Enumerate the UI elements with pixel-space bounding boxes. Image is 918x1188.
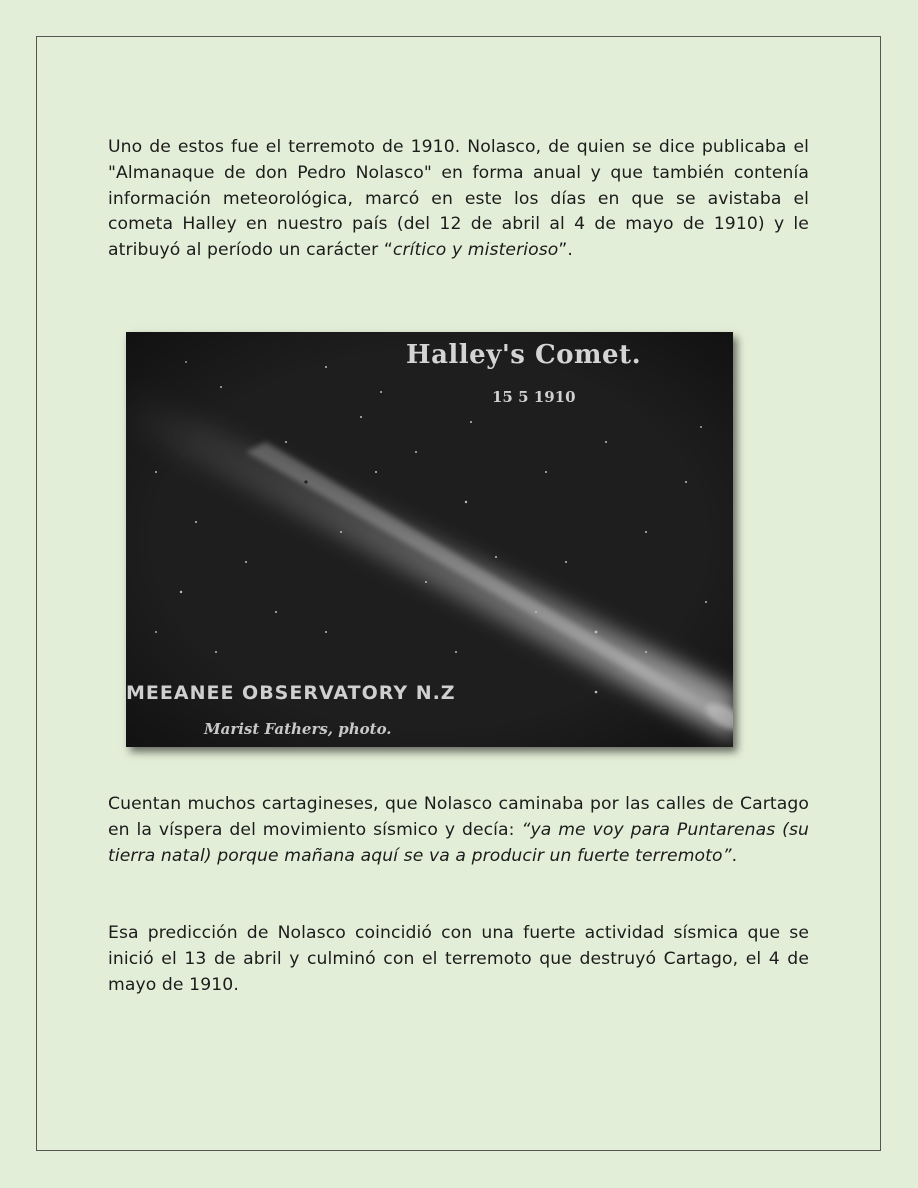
italic-phrase: crítico y misterioso <box>392 240 559 261</box>
quote-close: ”. <box>558 240 573 261</box>
paragraph-text: Esa predicción de Nolasco coincidió con una fuerte actividad sísmica que se inició el 13 de abril y culminó con el terremoto que destruyó Cartago, el 4 de mayo de 1910. <box>108 923 809 995</box>
photo-observatory: MEEANEE OBSERVATORY N.Z <box>126 682 456 704</box>
quote-open: “ <box>383 240 393 261</box>
paragraph-prediction <box>108 792 809 869</box>
photo-credit: Marist Fathers, photo. <box>204 720 392 738</box>
paragraph-end: . <box>731 845 738 866</box>
paragraph-text: Cuentan muchos cartagineses, que Nolasco caminaba por las calles de Cartago en la víspera del movimiento sísmico y decía: <box>108 794 809 840</box>
photo-date: 15 5 1910 <box>492 388 576 406</box>
italic-quote: “ya me voy para Puntarenas (su tierra natal) porque mañana aquí se va a producir un fuerte terremoto” <box>108 819 810 866</box>
halley-comet-photo <box>126 332 733 747</box>
paragraph-text: Uno de estos fue el terremoto de 1910. Nolasco, de quien se dice publicaba el "Almanaque de don Pedro Nolasco" en forma anual y que también contenía información meteorológica, marcó en este los días en que se avistaba el cometa Halley en nuestro país (del 12 de abril al 4 de mayo de 1910) y le atribuyó al período un carácter <box>108 137 809 261</box>
photo-title: Halley's Comet. <box>406 340 642 370</box>
paragraph-halley-intro <box>108 135 809 264</box>
paragraph-earthquake <box>108 921 809 998</box>
